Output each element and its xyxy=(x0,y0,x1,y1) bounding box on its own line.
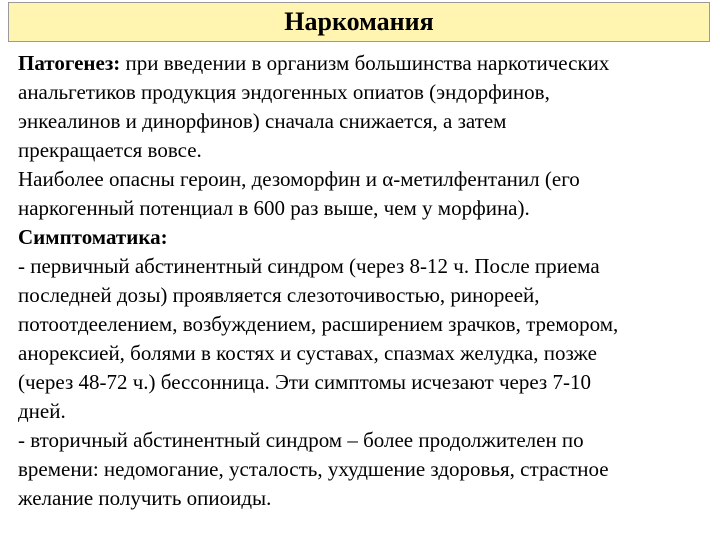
section-heading: Патогенез: xyxy=(18,51,121,75)
text-line: энкеалинов и динорфинов) сначала снижается, а затем xyxy=(18,109,507,133)
text-line: последней дозы) проявляется слезоточивостью, ринореей, xyxy=(18,283,540,307)
text-line: анальгетиков продукция эндогенных опиатов (эндорфинов, xyxy=(18,80,550,104)
slide-body xyxy=(18,49,718,513)
title-banner xyxy=(8,2,710,42)
section-heading: Симптоматика: xyxy=(18,225,168,249)
text-line xyxy=(18,49,718,78)
text-line: потоотдеелением, возбуждением, расширением зрачков, тремором, xyxy=(18,312,619,336)
text-line: - первичный абстинентный синдром (через 8-12 ч. После приема xyxy=(18,254,600,278)
text-line: времени: недомогание, усталость, ухудшение здоровья, страстное xyxy=(18,457,609,481)
text-line: прекращается вовсе. xyxy=(18,138,202,162)
text-line: анорексией, болями в костях и суставах, спазмах желудка, позже xyxy=(18,341,597,365)
text-line: - вторичный абстинентный синдром – более продолжителен по xyxy=(18,428,584,452)
line-text: при введении в организм большинства наркотических xyxy=(120,51,610,75)
slide-title: Наркомания xyxy=(284,7,434,36)
text-line: Наиболее опасны героин, дезоморфин и α-метилфентанил (его xyxy=(18,167,580,191)
text-line: дней. xyxy=(18,399,66,423)
text-line: желание получить опиоиды. xyxy=(18,486,272,510)
text-line: наркогенный потенциал в 600 раз выше, чем у морфина). xyxy=(18,196,530,220)
text-line: (через 48-72 ч.) бессонница. Эти симптомы исчезают через 7-10 xyxy=(18,370,591,394)
